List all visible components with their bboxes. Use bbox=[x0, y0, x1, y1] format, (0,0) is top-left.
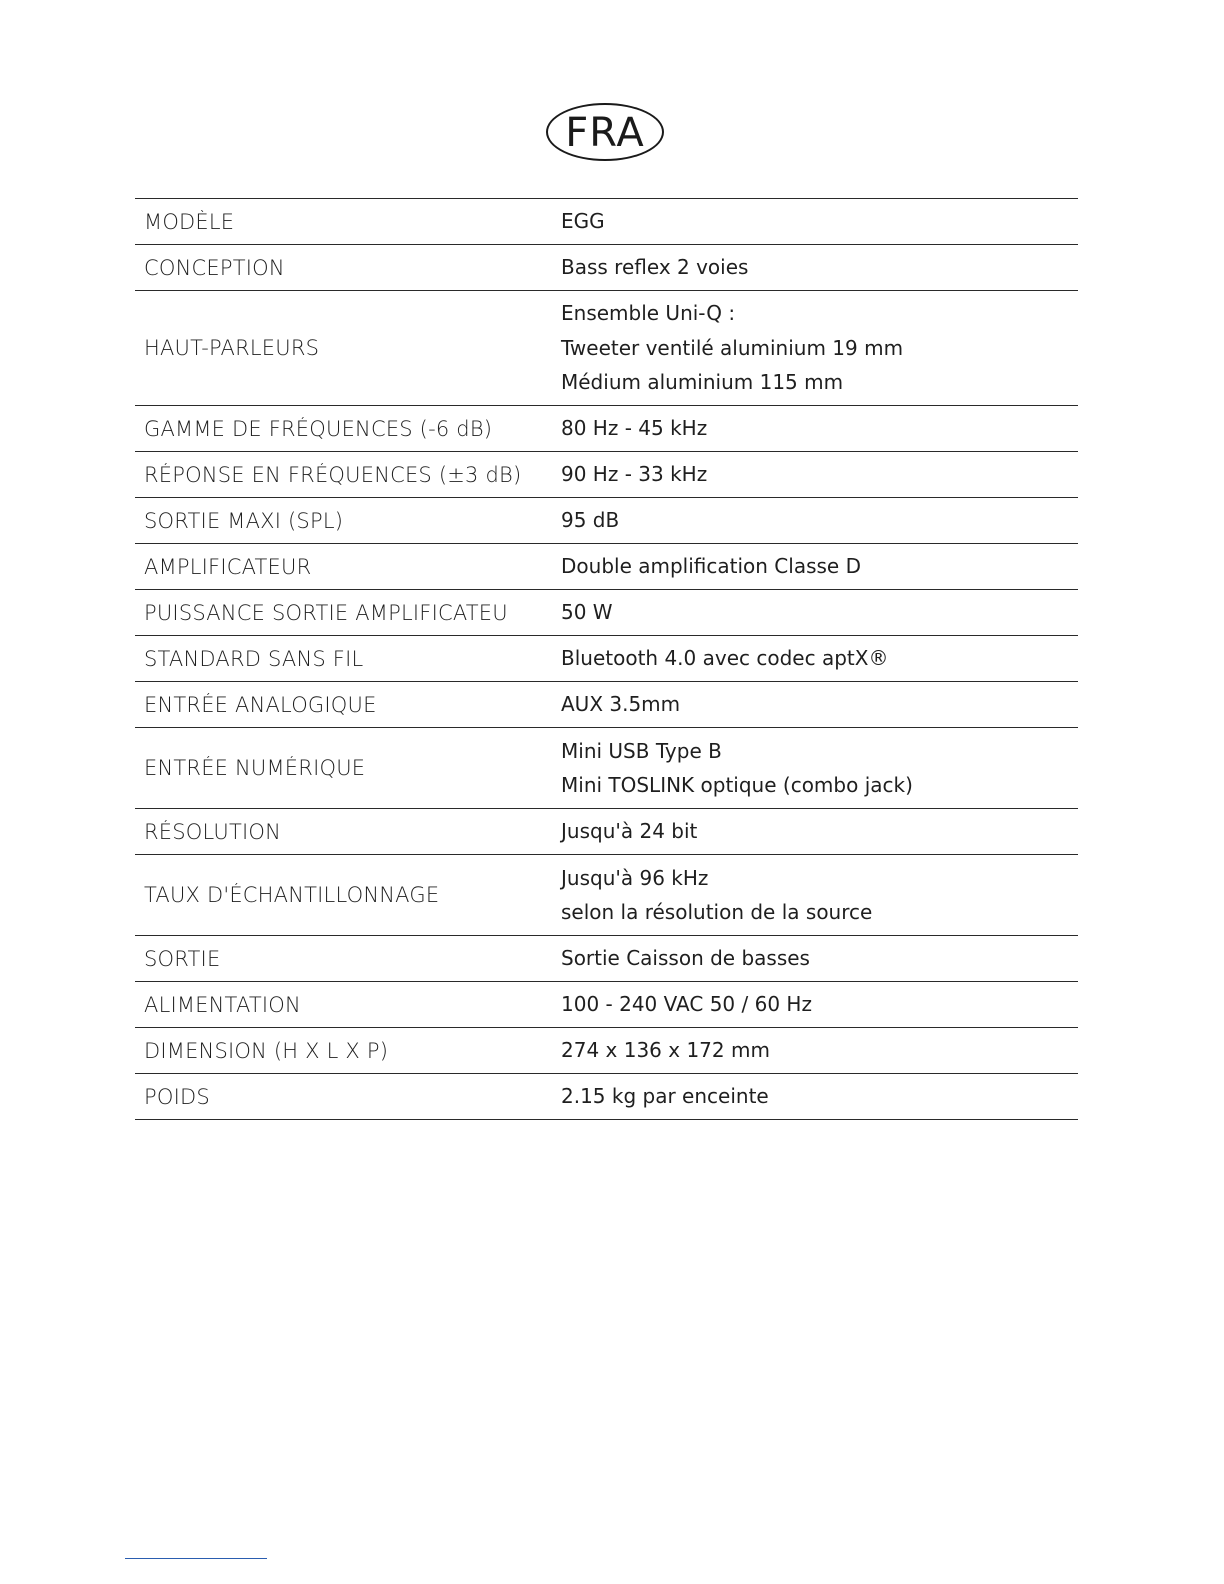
spec-value-line: 100 - 240 VAC 50 / 60 Hz bbox=[561, 992, 812, 1017]
spec-value-line: 2.15 kg par enceinte bbox=[561, 1084, 769, 1109]
spec-value-line: Mini TOSLINK optique (combo jack) bbox=[561, 773, 913, 797]
spec-value bbox=[561, 503, 1078, 538]
spec-value-line: Mini USB Type B bbox=[561, 738, 722, 763]
spec-row bbox=[135, 1074, 1078, 1120]
spec-row bbox=[135, 682, 1078, 728]
spec-value bbox=[561, 861, 1078, 930]
language-badge bbox=[546, 103, 664, 161]
spec-row bbox=[135, 636, 1078, 682]
specifications-table bbox=[135, 198, 1078, 1120]
spec-label: DIMENSION (H X L X P) bbox=[144, 1038, 389, 1063]
spec-row bbox=[135, 809, 1078, 855]
spec-label: GAMME DE FRÉQUENCES (-6 dB) bbox=[144, 416, 493, 441]
spec-value bbox=[561, 987, 1078, 1022]
spec-value bbox=[561, 595, 1078, 630]
spec-value-line: AUX 3.5mm bbox=[561, 692, 681, 717]
spec-label: STANDARD SANS FIL bbox=[144, 646, 364, 671]
spec-row bbox=[135, 498, 1078, 544]
spec-value bbox=[561, 734, 1078, 803]
spec-row bbox=[135, 544, 1078, 590]
spec-value-line: Ensemble Uni-Q : bbox=[561, 301, 736, 326]
spec-value-line: Bass reflex 2 voies bbox=[561, 255, 749, 280]
spec-value-line: 80 Hz - 45 kHz bbox=[561, 416, 708, 441]
spec-label: RÉSOLUTION bbox=[144, 819, 282, 844]
spec-value bbox=[561, 457, 1078, 492]
spec-value-line: Jusqu'à 24 bit bbox=[561, 819, 698, 844]
spec-row bbox=[135, 245, 1078, 291]
spec-label: TAUX D'ÉCHANTILLONNAGE bbox=[144, 883, 440, 907]
spec-value-line: Jusqu'à 96 kHz bbox=[561, 865, 709, 890]
spec-value bbox=[561, 814, 1078, 849]
spec-label: SORTIE bbox=[144, 946, 221, 971]
spec-row bbox=[135, 936, 1078, 982]
spec-row bbox=[135, 291, 1078, 406]
language-badge-label: FRA bbox=[565, 110, 645, 156]
spec-label: PUISSANCE SORTIE AMPLIFICATEU bbox=[144, 600, 508, 625]
spec-row bbox=[135, 1028, 1078, 1074]
spec-label: ENTRÉE NUMÉRIQUE bbox=[144, 756, 366, 780]
spec-value-line: 50 W bbox=[561, 600, 613, 625]
spec-value-line: Tweeter ventilé aluminium 19 mm bbox=[561, 335, 904, 360]
spec-value bbox=[561, 641, 1078, 676]
spec-label: MODÈLE bbox=[144, 209, 235, 234]
spec-label: AMPLIFICATEUR bbox=[144, 554, 312, 579]
spec-row bbox=[135, 199, 1078, 245]
spec-value bbox=[561, 941, 1078, 976]
footer-link-rule bbox=[125, 1558, 267, 1559]
spec-label: CONCEPTION bbox=[144, 255, 285, 280]
spec-value bbox=[561, 411, 1078, 446]
spec-label: SORTIE MAXI (SPL) bbox=[144, 508, 344, 533]
spec-value bbox=[561, 1033, 1078, 1068]
spec-value bbox=[561, 549, 1078, 584]
spec-label: ENTRÉE ANALOGIQUE bbox=[144, 692, 377, 717]
spec-value-line: 274 x 136 x 172 mm bbox=[561, 1038, 770, 1063]
spec-value-line: Double amplification Classe D bbox=[561, 554, 861, 579]
spec-label: POIDS bbox=[144, 1084, 210, 1109]
spec-row bbox=[135, 452, 1078, 498]
spec-label: HAUT-PARLEURS bbox=[144, 336, 320, 360]
spec-value-line: selon la résolution de la source bbox=[561, 900, 873, 924]
spec-row bbox=[135, 982, 1078, 1028]
spec-value bbox=[561, 296, 1078, 400]
spec-row bbox=[135, 406, 1078, 452]
spec-value bbox=[561, 1079, 1078, 1114]
spec-row bbox=[135, 855, 1078, 936]
spec-value-line: EGG bbox=[561, 209, 605, 234]
spec-row bbox=[135, 728, 1078, 809]
spec-value bbox=[561, 204, 1078, 239]
spec-value bbox=[561, 250, 1078, 285]
spec-value-line: 95 dB bbox=[561, 508, 620, 533]
spec-value-line: Sortie Caisson de basses bbox=[561, 946, 810, 971]
spec-label: RÉPONSE EN FRÉQUENCES (±3 dB) bbox=[144, 462, 522, 487]
spec-value bbox=[561, 687, 1078, 722]
spec-row bbox=[135, 590, 1078, 636]
spec-value-line: Médium aluminium 115 mm bbox=[561, 370, 844, 395]
spec-label: ALIMENTATION bbox=[144, 992, 301, 1017]
spec-value-line: 90 Hz - 33 kHz bbox=[561, 462, 708, 487]
spec-value-line: Bluetooth 4.0 avec codec aptX® bbox=[561, 646, 889, 671]
